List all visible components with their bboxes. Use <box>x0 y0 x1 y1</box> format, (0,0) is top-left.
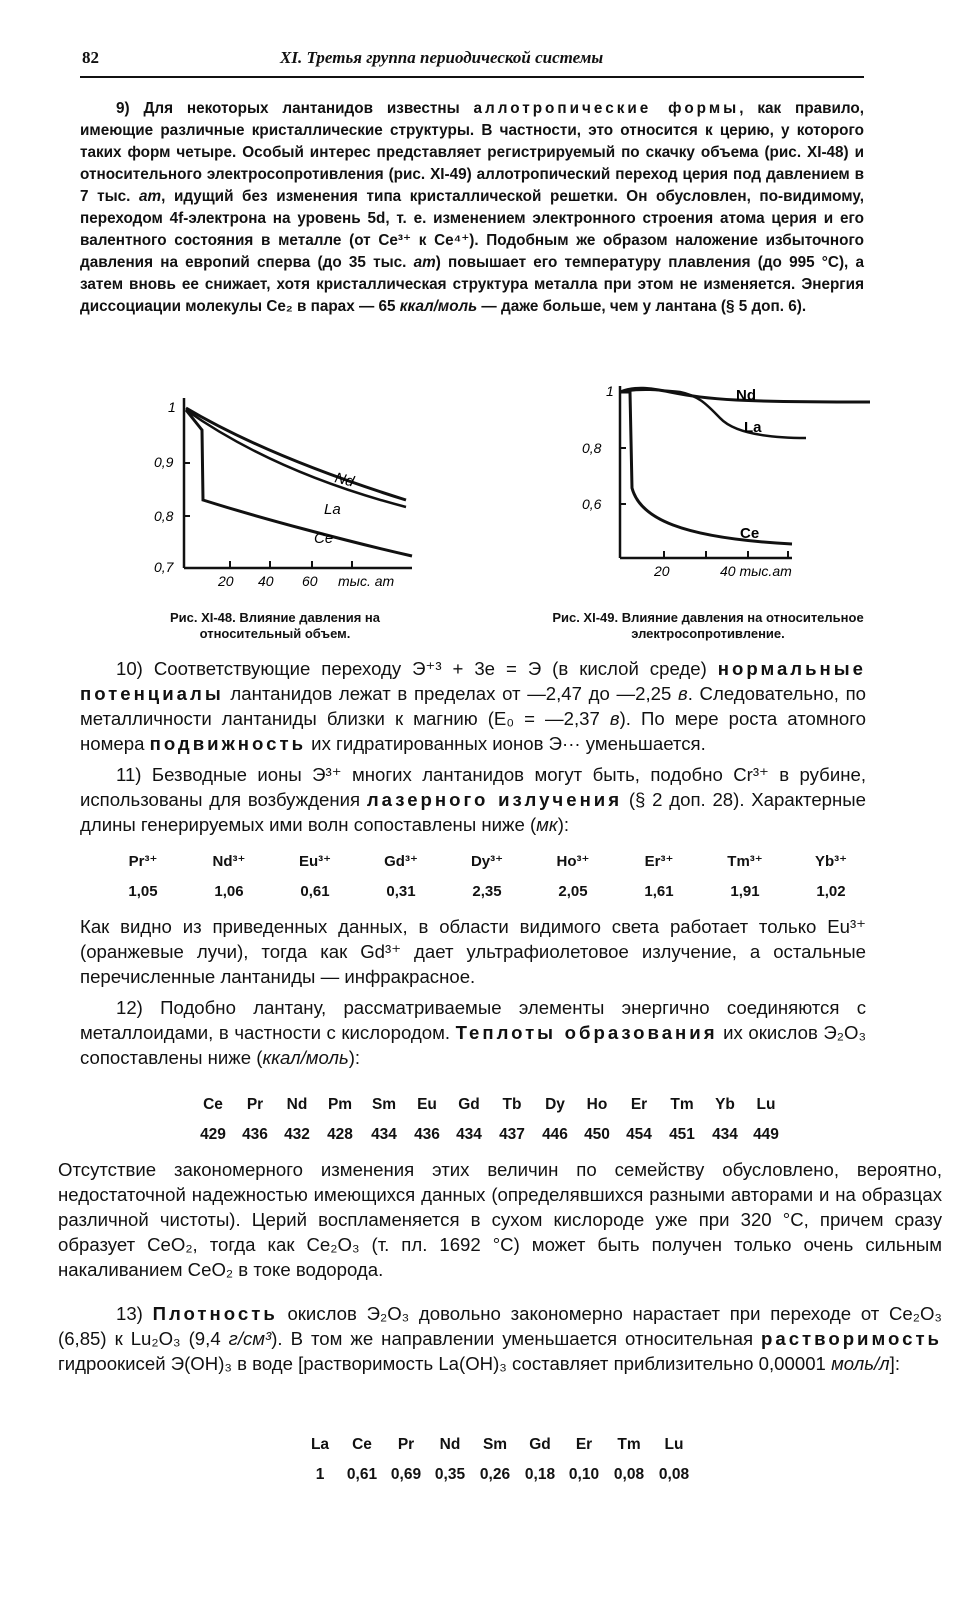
table-header-cell: Er <box>575 1436 593 1453</box>
paragraph-11: 11) Безводные ионы Э³⁺ многих лантанидов могут быть, подобно Cr³⁺ в рубине, использованы для возбуждения лазерного излучения (§ 2 доп. 28). Характерные длины генерируемых ими волн сопоставлены ниже (мк): <box>80 764 866 835</box>
table-header-cell: La <box>310 1436 330 1453</box>
table-header-cell: Nd <box>439 1436 461 1453</box>
series-label-nd: Nd <box>736 387 756 404</box>
table-header-cell: Ce <box>203 1096 223 1113</box>
table-cell: 1,06 <box>214 882 244 900</box>
table-header-cell: Er <box>630 1096 648 1113</box>
curve-nd <box>186 408 406 500</box>
table-cell: 0,31 <box>386 882 416 900</box>
table-cell: 0,35 <box>434 1466 466 1483</box>
table-cell: 2,05 <box>558 882 588 900</box>
table-row <box>192 1120 786 1150</box>
series-label-la: La <box>324 501 341 518</box>
table-header-cell: Pr <box>246 1096 264 1113</box>
table-header-cell: Yb <box>715 1096 735 1113</box>
y-tick-label: 0,8 <box>154 508 174 524</box>
curve-ce <box>620 392 792 544</box>
x-tick-label: 40 <box>258 573 274 589</box>
table-header-cell: Dy <box>545 1096 565 1113</box>
paragraph-9: 9) Для некоторых лантанидов известны аллотропические формы, как правило, имеющие различные кристаллические структуры. В частности, это относится к церию, у которого таких форм четыре. Особый интерес представляет регистрируемый по скачку объема (рис. XI-48) и относительного электросопротивления (рис. XI-49) аллотропический переход церия под давлением в 7 тыс. ат, идущий без изменения типа кристаллической решетки. Он обусловлен, по-видимому, переходом 4f-электрона на уровень 5d, т. е. изменением электронного строения атома церия и его валентного состояния в металле (от Ce³⁺ к Ce⁴⁺). Подобным же образом наложение избыточного давления на европий сперва (до 35 тыс. ат) повышает его температуру плавления (до 995 °C), а затем вновь ее снижает, хотя кристаллическая структура металла при этом не изменяется. Энергия диссоциации молекулы Ce₂ в парах — 65 ккал/моль — даже больше, чем у лантана (§ 5 доп. 6). <box>80 100 865 315</box>
page-number: 82 <box>82 48 99 67</box>
y-tick-label: 0,9 <box>154 454 174 470</box>
y-tick-label: 1 <box>168 399 176 415</box>
table-cell: 0,26 <box>479 1466 511 1483</box>
table-header-cell: Lu <box>664 1436 684 1453</box>
table-row <box>192 1090 786 1120</box>
figure-xi-49-caption: Рис. XI-49. Влияние давления на относительное электросопротивление. <box>552 610 864 641</box>
emphasis: лазерного излучения <box>366 789 623 810</box>
header-rule <box>80 76 864 78</box>
y-tick-label: 0,8 <box>582 440 602 456</box>
table-row <box>300 1430 696 1460</box>
table-cell: 436 <box>242 1126 268 1143</box>
table-header-cell: Gd <box>529 1436 551 1453</box>
table-cell: 429 <box>200 1126 226 1143</box>
table-header-cell: Pr <box>397 1436 415 1453</box>
table-cell: 454 <box>626 1126 652 1143</box>
emphasis: нормальные потенциалы <box>80 658 866 704</box>
table-cell: 1,91 <box>730 882 760 900</box>
table-cell: 434 <box>371 1126 397 1143</box>
y-tick-label: 0,6 <box>582 496 602 512</box>
table-header-cell: Eu³⁺ <box>298 853 332 870</box>
x-tick-label: 60 <box>302 573 318 589</box>
table-header-cell: Ho <box>586 1096 608 1113</box>
page-header <box>80 48 860 74</box>
table-cell: 2,35 <box>472 882 502 900</box>
paragraph-10: 10) Соответствующие переходу Э⁺³ + 3e = Э (в кислой среде) нормальные потенциалы лантанидов лежат в пределах от —2,47 до —2,25 в. Следовательно, по металличности лантаниды близки к магнию (E₀ = —2,37 в). По мере роста атомного номера подвижность их гидратированных ионов Э··· уменьшается. <box>80 658 866 754</box>
figure-xi-48-plot <box>150 390 430 590</box>
table-header-cell: Pm <box>327 1096 353 1113</box>
table-header-cell: Ho³⁺ <box>556 853 590 870</box>
table-row <box>100 876 874 906</box>
table-cell: 451 <box>669 1126 695 1143</box>
table-header-cell: Sm <box>482 1436 508 1453</box>
paragraph-number: 12) <box>116 997 143 1018</box>
table-cell: 1,61 <box>644 882 674 900</box>
emphasis: Теплоты образования <box>455 1022 718 1043</box>
series-label-nd: Nd <box>333 469 356 491</box>
table-cell: 1,02 <box>816 882 846 900</box>
x-tick-label: 20 <box>654 563 670 579</box>
paragraph-number: 10) <box>116 658 143 679</box>
table-header-cell: Tm <box>617 1436 641 1453</box>
table-cell: 0,61 <box>346 1466 378 1483</box>
solubility-table <box>300 1430 696 1490</box>
running-title: XI. Третья группа периодической системы <box>280 48 604 67</box>
series-label-ce: Ce <box>740 525 760 542</box>
table-cell: 449 <box>753 1126 779 1143</box>
x-tick-label: 20 <box>218 573 234 589</box>
table-header-cell: Tb <box>502 1096 522 1113</box>
table-cell: 437 <box>499 1126 525 1143</box>
table-header-cell: Er³⁺ <box>644 853 674 870</box>
table-cell: 0,69 <box>390 1466 422 1483</box>
figure-xi-48 <box>150 390 430 590</box>
figure-xi-49 <box>570 378 880 588</box>
table-cell: 1 <box>315 1466 325 1483</box>
table-header-cell: Sm <box>371 1096 397 1113</box>
paragraph-number: 9) <box>116 100 130 117</box>
series-label-ce: Ce <box>314 530 334 547</box>
table-header-cell: Dy³⁺ <box>470 853 504 870</box>
x-axis-unit: тыс. ат <box>338 573 395 589</box>
table-header-cell: Gd³⁺ <box>384 853 418 870</box>
table-cell: 450 <box>584 1126 610 1143</box>
emphasis: подвижность <box>149 733 307 754</box>
table-cell: 0,08 <box>613 1466 645 1483</box>
table-header-cell: Yb³⁺ <box>814 853 848 870</box>
table-row <box>300 1460 696 1490</box>
table-header-cell: Pr³⁺ <box>128 853 158 870</box>
table-header-cell: Eu <box>417 1096 437 1113</box>
paragraph-number: 13) <box>116 1303 143 1324</box>
table-header-cell: Nd³⁺ <box>212 853 246 870</box>
emphasis: аллотропические формы <box>473 100 740 117</box>
table-cell: 428 <box>327 1126 353 1143</box>
figure-xi-48-caption: Рис. XI-48. Влияние давления на относительный объем. <box>169 610 381 641</box>
paragraph-after-laser-table: Как видно из приведенных данных, в области видимого света работает только Eu³⁺ (оранжевые лучи), тогда как Gd³⁺ дает ультрафиолетовое излучение, а остальные перечисленные лантаниды — инфракрасное. <box>80 916 866 987</box>
table-cell: 434 <box>456 1126 482 1143</box>
series-label-la: La <box>744 419 762 436</box>
y-tick-label: 1 <box>606 383 614 399</box>
emphasis: Плотность <box>152 1303 278 1324</box>
emphasis: растворимость <box>761 1328 942 1349</box>
table-cell: 0,10 <box>568 1466 600 1483</box>
table-cell: 0,08 <box>658 1466 690 1483</box>
paragraph-13: 13) Плотность окислов Э₂O₃ довольно закономерно нарастает при переходе от Ce₂O₃ (6,85) к Lu₂O₃ (9,4 г/см³). В том же направлении уменьшается относительная растворимость гидроокисей Э(OH)₃ в воде [растворимость La(OH)₃ составляет приблизительно 0,00001 моль/л]: <box>58 1303 942 1374</box>
paragraph-12: 12) Подобно лантану, рассматриваемые элементы энергично соединяются с металлоидами, в частности с кислородом. Теплоты образования их окислов Э₂O₃ сопоставлены ниже (ккал/моль): <box>80 997 867 1068</box>
table-header-cell: Tm <box>670 1096 694 1113</box>
table-header-cell: Gd <box>458 1096 480 1113</box>
table-cell: 0,18 <box>524 1466 556 1483</box>
table-cell: 0,61 <box>300 882 330 900</box>
table-cell: 432 <box>284 1126 310 1143</box>
y-tick-label: 0,7 <box>154 559 174 575</box>
table-cell: 446 <box>542 1126 568 1143</box>
laser-wavelength-table <box>100 846 874 906</box>
table-cell: 1,05 <box>128 882 158 900</box>
table-cell: 436 <box>414 1126 440 1143</box>
table-row <box>100 846 874 876</box>
paragraph-number: 11) <box>116 764 142 785</box>
table-header-cell: Ce <box>352 1436 372 1453</box>
heat-of-formation-table <box>192 1090 786 1150</box>
table-header-cell: Lu <box>756 1096 776 1113</box>
table-header-cell: Tm³⁺ <box>727 853 763 870</box>
figure-xi-49-plot <box>570 378 880 588</box>
table-header-cell: Nd <box>286 1096 308 1113</box>
paragraph-after-heat-table: Отсутствие закономерного изменения этих величин по семейству обусловлено, вероятно, недостаточной надежностью имеющихся данных (определявшихся разными авторами и на образцах различной чистоты). Церий воспламеняется в сухом кислороде уже при 320 °C, причем сразу образует CeO₂, тогда как Ce₂O₃ (т. пл. 1692 °C) может быть получен только очень сильным накаливанием CeO₂ в токе водорода. <box>58 1159 942 1280</box>
table-cell: 434 <box>712 1126 738 1143</box>
x-axis-unit: 40 тыс.ат <box>720 563 792 579</box>
